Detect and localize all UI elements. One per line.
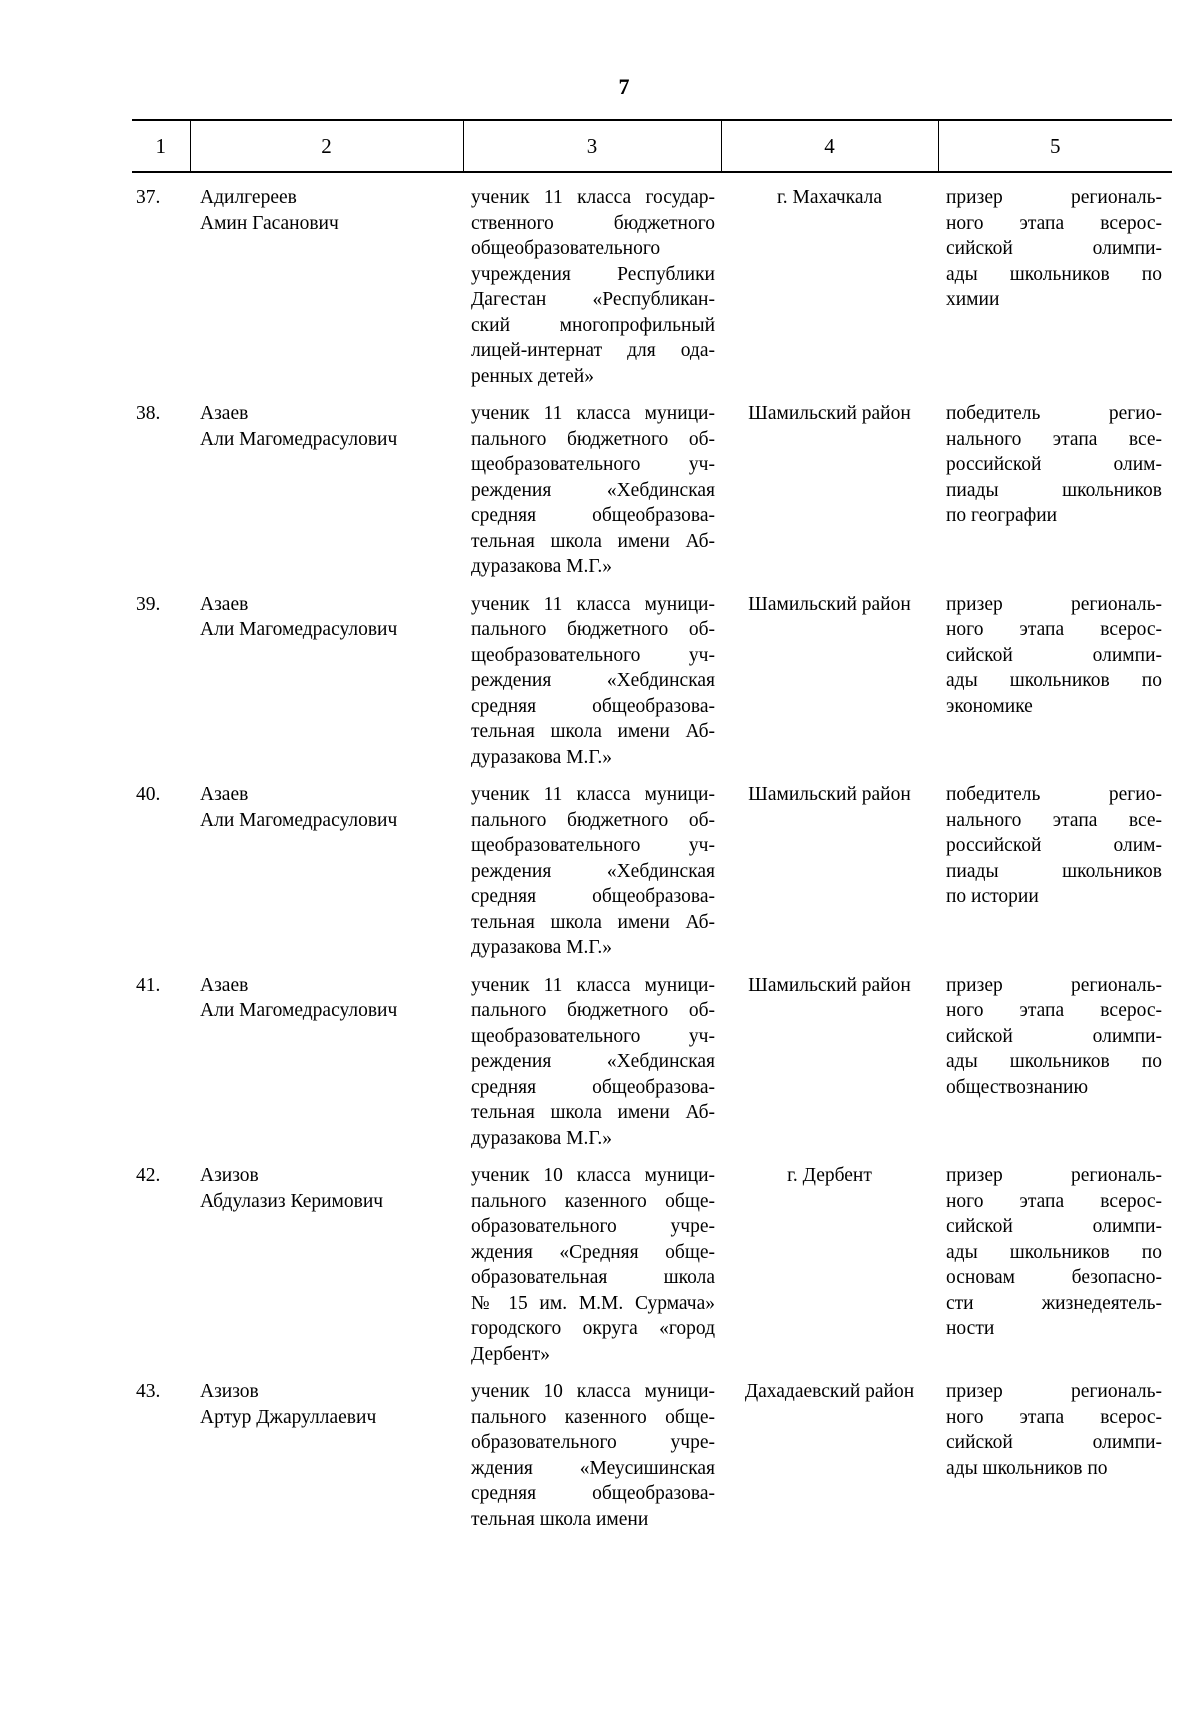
award-status-line: ного этапа всерос-: [946, 212, 1162, 234]
award-status-line: ады школьников по: [946, 1457, 1108, 1479]
column-header: 3: [463, 120, 721, 172]
award-status-line: ности: [946, 1318, 995, 1339]
table-row: [132, 580, 1172, 771]
school-description-line: ученик 10 класса муници-: [471, 1165, 715, 1186]
school-description-line: средняя общеобразова-: [471, 1483, 715, 1504]
school-description-line: Дербент»: [471, 1343, 550, 1365]
award-status: [938, 1151, 1172, 1367]
row-number: 43.: [136, 1381, 161, 1402]
award-status: [938, 961, 1172, 1152]
award-status-line: сийской олимпи-: [946, 1025, 1162, 1047]
school-description-line: реждения «Хебдинская: [471, 670, 715, 691]
column-header: 5: [938, 120, 1172, 172]
person-name-line: Али Магомедрасулович: [200, 809, 398, 831]
table-row: [132, 961, 1172, 1152]
award-status-line: российской олим-: [946, 835, 1162, 856]
row-number: 39.: [136, 593, 161, 615]
school-description-line: общеобразовательного: [471, 238, 661, 259]
school-description-line: дуразакова М.Г.»: [471, 937, 613, 958]
school-description: [463, 961, 721, 1152]
award-status-line: ного этапа всерос-: [946, 619, 1162, 640]
person-name-line: Абдулазиз Керимович: [200, 1190, 384, 1212]
award-status: [938, 389, 1172, 580]
table-row: [132, 1151, 1172, 1367]
school-description: [463, 1367, 721, 1537]
school-description-line: дуразакова М.Г.»: [471, 746, 613, 768]
award-status-line: сийской олимпи-: [946, 238, 1162, 259]
school-description-line: ждения «Средняя обще-: [471, 1241, 715, 1263]
award-status-line: победитель регио-: [946, 784, 1162, 805]
award-status-line: химии: [946, 289, 1000, 310]
award-status-line: ады школьников по: [946, 1051, 1162, 1072]
school-description-line: образовательного учре-: [471, 1432, 715, 1453]
table-row: [132, 389, 1172, 580]
school-description-line: реждения «Хебдинская: [471, 1051, 715, 1072]
school-description-line: щеобразовательного уч-: [471, 1025, 715, 1047]
winners-table-container: [132, 119, 1172, 1537]
award-status: [938, 580, 1172, 771]
award-status-line: обществознанию: [946, 1076, 1089, 1098]
row-number: 38.: [136, 403, 161, 424]
award-status: [938, 172, 1172, 389]
header-row: [132, 120, 1172, 172]
school-description-line: дуразакова М.Г.»: [471, 556, 613, 577]
school-description-line: реждения «Хебдинская: [471, 860, 715, 882]
school-description-line: городского округа «город: [471, 1318, 715, 1339]
person-name-line: Азаев: [200, 784, 249, 805]
award-status-line: по географии: [946, 505, 1058, 526]
row-number: 42.: [136, 1165, 161, 1186]
school-description-line: пального бюджетного об-: [471, 1000, 715, 1021]
school-description-line: ственного бюджетного: [471, 212, 715, 234]
school-description: [463, 580, 721, 771]
school-description-line: пального бюджетного об-: [471, 428, 715, 450]
award-status-line: призер региональ-: [946, 1381, 1162, 1402]
award-status-line: сти жизнедеятель-: [946, 1292, 1162, 1314]
school-description-line: тельная школа имени Аб-: [471, 530, 715, 552]
school-description-line: учреждения Республики: [471, 263, 715, 285]
person-name: [190, 389, 463, 580]
person-name-line: Артур Джаруллаевич: [200, 1406, 377, 1428]
person-name: [190, 172, 463, 389]
school-description-line: ученик 10 класса муници-: [471, 1381, 715, 1402]
award-status-line: нального этапа все-: [946, 428, 1162, 450]
page-number: 7: [618, 74, 630, 99]
school-description-line: ученик 11 класса государ-: [471, 187, 715, 208]
award-status-line: сийской олимпи-: [946, 1216, 1162, 1237]
school-description-line: пального бюджетного об-: [471, 809, 715, 831]
school-description: [463, 1151, 721, 1367]
award-status: [938, 770, 1172, 961]
municipality: Шамильский район: [748, 403, 911, 424]
award-status-line: ного этапа всерос-: [946, 1406, 1162, 1428]
table-body: [132, 172, 1172, 1537]
table-header: [132, 120, 1172, 172]
row-number: 41.: [136, 974, 161, 996]
person-name-line: Али Магомедрасулович: [200, 619, 398, 640]
person-name-line: Адилгереев: [200, 187, 297, 208]
award-status-line: нального этапа все-: [946, 809, 1162, 831]
person-name: [190, 1151, 463, 1367]
award-status-line: экономике: [946, 695, 1033, 717]
award-status: [938, 1367, 1172, 1537]
person-name-line: Азизов: [200, 1165, 259, 1186]
person-name-line: Амин Гасанович: [200, 212, 339, 234]
award-status-line: российской олим-: [946, 454, 1162, 475]
school-description-line: пального бюджетного об-: [471, 619, 715, 640]
school-description-line: средняя общеобразова-: [471, 1076, 715, 1098]
school-description-line: ский многопрофильный: [471, 314, 715, 336]
school-description: [463, 389, 721, 580]
person-name-line: Азизов: [200, 1381, 259, 1402]
school-description-line: дуразакова М.Г.»: [471, 1127, 613, 1149]
school-description-line: ренных детей»: [471, 365, 594, 387]
table-row: [132, 770, 1172, 961]
award-status-line: призер региональ-: [946, 974, 1162, 996]
school-description-line: № 15 им. М.М. Сурмача»: [471, 1292, 715, 1314]
row-number: 37.: [136, 187, 161, 208]
school-description-line: тельная школа имени: [471, 1508, 649, 1530]
school-description-line: щеобразовательного уч-: [471, 644, 715, 666]
award-status-line: призер региональ-: [946, 1165, 1162, 1186]
school-description-line: образовательная школа: [471, 1267, 715, 1288]
person-name-line: Азаев: [200, 974, 249, 996]
school-description-line: щеобразовательного уч-: [471, 835, 715, 856]
school-description: [463, 172, 721, 389]
award-status-line: ного этапа всерос-: [946, 1190, 1162, 1212]
column-header: 2: [190, 120, 463, 172]
municipality: Шамильский район: [748, 784, 911, 805]
school-description-line: средняя общеобразова-: [471, 886, 715, 907]
award-status-line: сийской олимпи-: [946, 1432, 1162, 1453]
school-description-line: пального казенного обще-: [471, 1190, 715, 1212]
person-name-line: Азаев: [200, 403, 249, 424]
school-description-line: ученик 11 класса муници-: [471, 593, 715, 615]
school-description-line: Дагестан «Республикан-: [471, 289, 715, 310]
municipality: г. Дербент: [787, 1165, 872, 1186]
award-status-line: по истории: [946, 886, 1039, 907]
award-status-line: победитель регио-: [946, 403, 1162, 424]
row-number: 40.: [136, 784, 161, 805]
municipality: г. Махачкала: [776, 187, 883, 208]
school-description-line: ученик 11 класса муници-: [471, 784, 715, 805]
school-description-line: тельная школа имени Аб-: [471, 1102, 715, 1123]
person-name: [190, 580, 463, 771]
person-name: [190, 1367, 463, 1537]
award-status-line: сийской олимпи-: [946, 644, 1162, 666]
municipality: Дахадаевский район: [744, 1381, 915, 1402]
school-description-line: средняя общеобразова-: [471, 695, 715, 717]
school-description-line: образовательного учре-: [471, 1216, 715, 1237]
award-status-line: ады школьников по: [946, 263, 1162, 285]
person-name: [190, 770, 463, 961]
school-description-line: тельная школа имени Аб-: [471, 911, 715, 933]
table-row: [132, 172, 1172, 389]
award-status-line: призер региональ-: [946, 187, 1162, 208]
school-description-line: ученик 11 класса муници-: [471, 403, 715, 424]
school-description-line: реждения «Хебдинская: [471, 479, 715, 501]
school-description-line: тельная школа имени Аб-: [471, 721, 715, 742]
school-description-line: щеобразовательного уч-: [471, 454, 715, 475]
school-description-line: пального казенного обще-: [471, 1406, 715, 1428]
school-description-line: лицей-интернат для ода-: [471, 340, 715, 361]
school-description: [463, 770, 721, 961]
column-header: 1: [132, 120, 190, 172]
table-row: [132, 1367, 1172, 1537]
award-status-line: ады школьников по: [946, 670, 1162, 691]
person-name-line: Азаев: [200, 593, 249, 615]
municipality: Шамильский район: [748, 974, 911, 996]
award-status-line: основам безопасно-: [946, 1267, 1162, 1288]
school-description-line: ждения «Меусишинская: [471, 1457, 715, 1479]
column-header: 4: [721, 120, 938, 172]
person-name: [190, 961, 463, 1152]
award-status-line: ады школьников по: [946, 1241, 1162, 1263]
award-status-line: пиады школьников: [946, 479, 1162, 501]
award-status-line: пиады школьников: [946, 860, 1162, 882]
award-status-line: призер региональ-: [946, 593, 1162, 615]
winners-table: [132, 119, 1172, 1537]
person-name-line: Али Магомедрасулович: [200, 428, 398, 450]
municipality: Шамильский район: [748, 593, 911, 615]
school-description-line: ученик 11 класса муници-: [471, 974, 715, 996]
award-status-line: ного этапа всерос-: [946, 1000, 1162, 1021]
person-name-line: Али Магомедрасулович: [200, 1000, 398, 1021]
school-description-line: средняя общеобразова-: [471, 505, 715, 526]
